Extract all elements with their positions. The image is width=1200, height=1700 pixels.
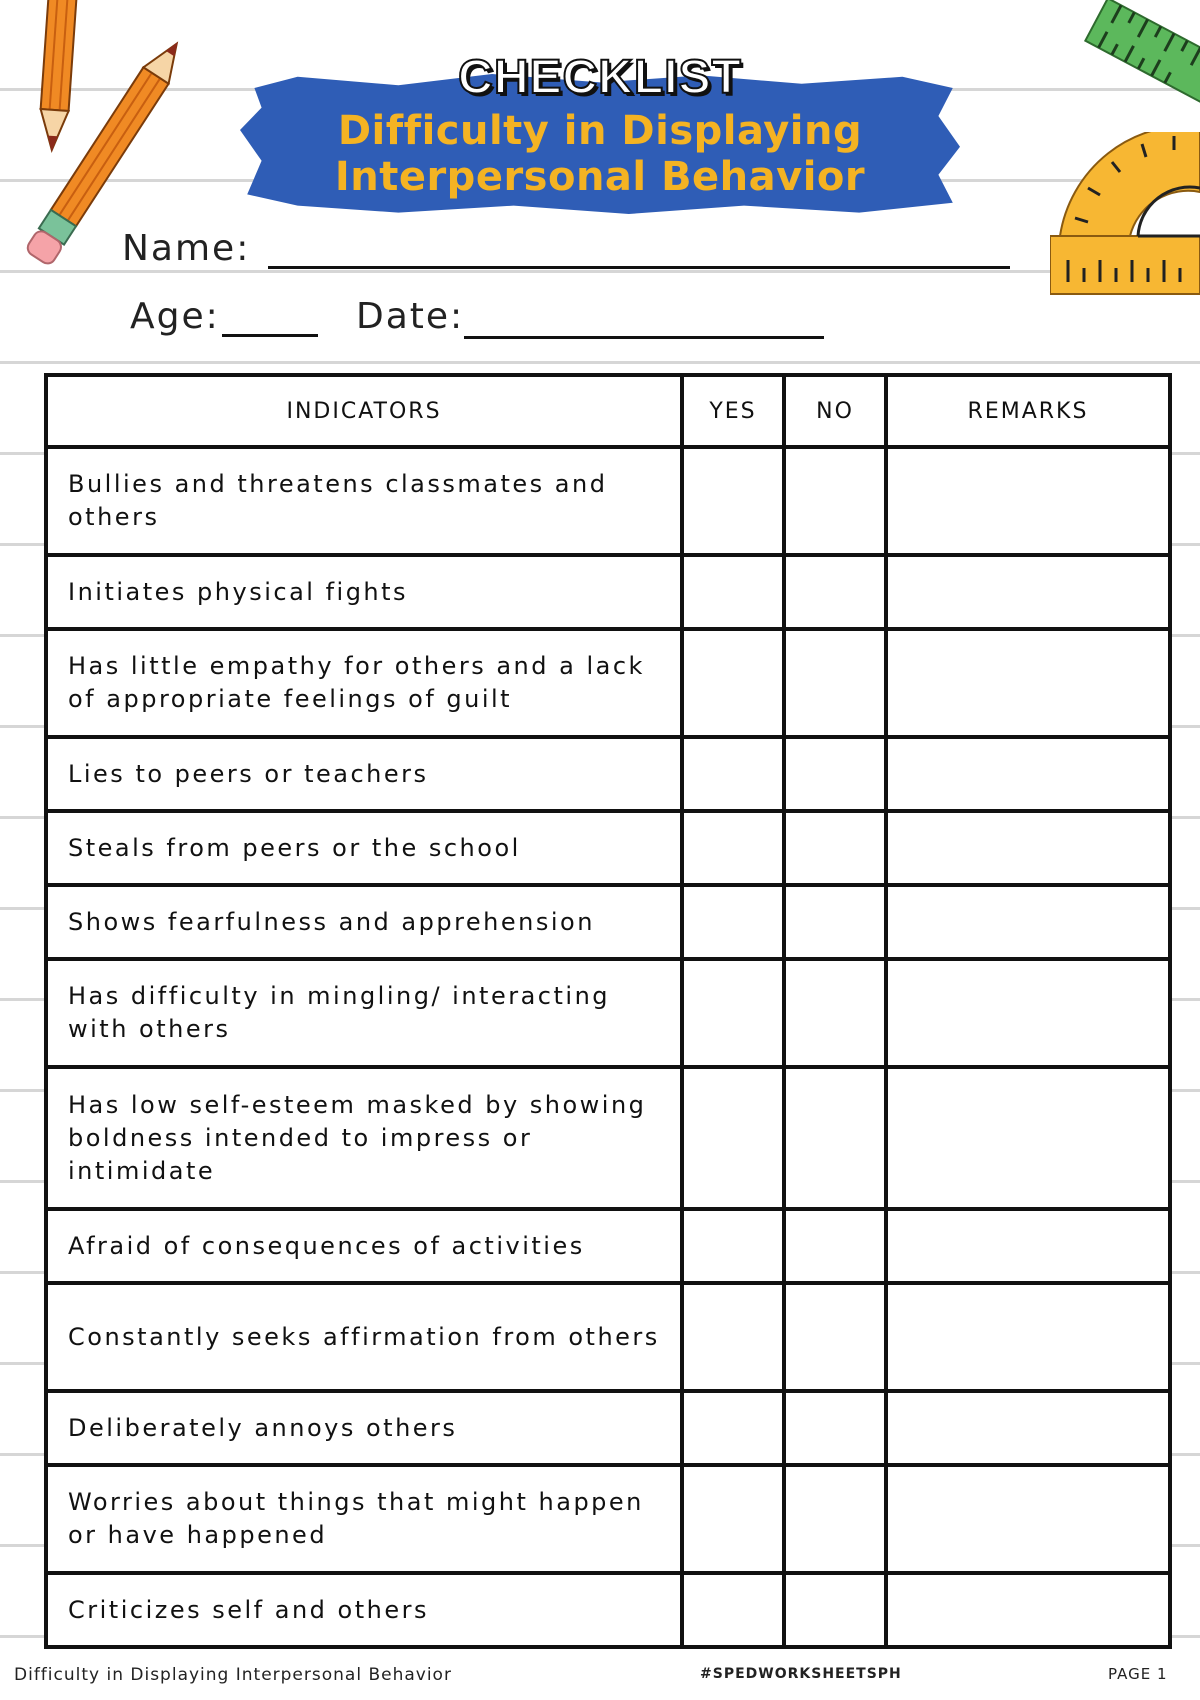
checklist-table (44, 373, 1172, 1649)
yes-cell[interactable] (682, 1283, 784, 1391)
yes-cell[interactable] (682, 1067, 784, 1209)
remarks-cell[interactable] (886, 1283, 1170, 1391)
yes-cell[interactable] (682, 555, 784, 629)
indicator-cell: Initiates physical fights (46, 555, 682, 629)
table-row (46, 1067, 1170, 1209)
table-row (46, 885, 1170, 959)
date-label: Date: (356, 296, 465, 337)
no-cell[interactable] (784, 1067, 886, 1209)
table-row (46, 555, 1170, 629)
date-field[interactable] (464, 336, 824, 339)
yes-cell[interactable] (682, 1391, 784, 1465)
yes-cell[interactable] (682, 811, 784, 885)
no-cell[interactable] (784, 447, 886, 555)
table-row (46, 1283, 1170, 1391)
table-row (46, 1573, 1170, 1647)
indicator-cell: Has low self-esteem masked by showing boldness intended to impress or intimidate (46, 1067, 682, 1209)
no-cell[interactable] (784, 555, 886, 629)
indicator-cell: Criticizes self and others (46, 1573, 682, 1647)
table-row (46, 811, 1170, 885)
no-cell[interactable] (784, 1465, 886, 1573)
table-row (46, 1209, 1170, 1283)
remarks-cell[interactable] (886, 1573, 1170, 1647)
no-cell[interactable] (784, 1573, 886, 1647)
no-cell[interactable] (784, 629, 886, 737)
footer-title: Difficulty in Displaying Interpersonal Behavior (14, 1665, 452, 1685)
no-cell[interactable] (784, 1283, 886, 1391)
name-label: Name: (122, 228, 251, 269)
no-header: NO (784, 375, 886, 447)
remarks-cell[interactable] (886, 1067, 1170, 1209)
table-header-row (46, 375, 1170, 447)
indicators-header: INDICATORS (46, 375, 682, 447)
table-row (46, 1391, 1170, 1465)
table-row (46, 447, 1170, 555)
yes-cell[interactable] (682, 629, 784, 737)
indicator-cell: Has difficulty in mingling/ interacting with others (46, 959, 682, 1067)
no-cell[interactable] (784, 737, 886, 811)
indicator-cell: Has little empathy for others and a lack of appropriate feelings of guilt (46, 629, 682, 737)
yes-cell[interactable] (682, 447, 784, 555)
no-cell[interactable] (784, 959, 886, 1067)
no-cell[interactable] (784, 1209, 886, 1283)
no-cell[interactable] (784, 885, 886, 959)
remarks-cell[interactable] (886, 811, 1170, 885)
remarks-cell[interactable] (886, 885, 1170, 959)
indicator-cell: Worries about things that might happen or have happened (46, 1465, 682, 1573)
age-label: Age: (130, 296, 220, 337)
indicator-cell: Deliberately annoys others (46, 1391, 682, 1465)
yes-cell[interactable] (682, 737, 784, 811)
remarks-cell[interactable] (886, 959, 1170, 1067)
indicator-cell: Constantly seeks affirmation from others (46, 1283, 682, 1391)
remarks-cell[interactable] (886, 555, 1170, 629)
page-title: CHECKLIST (458, 51, 742, 104)
indicator-cell: Bullies and threatens classmates and others (46, 447, 682, 555)
no-cell[interactable] (784, 1391, 886, 1465)
no-cell[interactable] (784, 811, 886, 885)
table-row (46, 959, 1170, 1067)
name-field[interactable] (268, 266, 1010, 269)
yes-header: YES (682, 375, 784, 447)
subtitle-line-2: Interpersonal Behavior (334, 154, 866, 200)
page-number: PAGE 1 (1108, 1665, 1168, 1683)
indicator-cell: Lies to peers or teachers (46, 737, 682, 811)
remarks-cell[interactable] (886, 1391, 1170, 1465)
table-row (46, 629, 1170, 737)
table-row (46, 737, 1170, 811)
yes-cell[interactable] (682, 1465, 784, 1573)
subtitle-line-1: Difficulty in Displaying (337, 108, 863, 154)
indicator-cell: Steals from peers or the school (46, 811, 682, 885)
yes-cell[interactable] (682, 1573, 784, 1647)
table-row (46, 1465, 1170, 1573)
remarks-cell[interactable] (886, 629, 1170, 737)
yes-cell[interactable] (682, 1209, 784, 1283)
footer-hashtag: #SPEDWORKSHEETSPH (700, 1666, 902, 1682)
remarks-cell[interactable] (886, 1209, 1170, 1283)
yes-cell[interactable] (682, 959, 784, 1067)
yes-cell[interactable] (682, 885, 784, 959)
remarks-cell[interactable] (886, 1465, 1170, 1573)
remarks-header: REMARKS (886, 375, 1170, 447)
remarks-cell[interactable] (886, 737, 1170, 811)
age-field[interactable] (222, 334, 318, 337)
remarks-cell[interactable] (886, 447, 1170, 555)
indicator-cell: Afraid of consequences of activities (46, 1209, 682, 1283)
indicator-cell: Shows fearfulness and apprehension (46, 885, 682, 959)
